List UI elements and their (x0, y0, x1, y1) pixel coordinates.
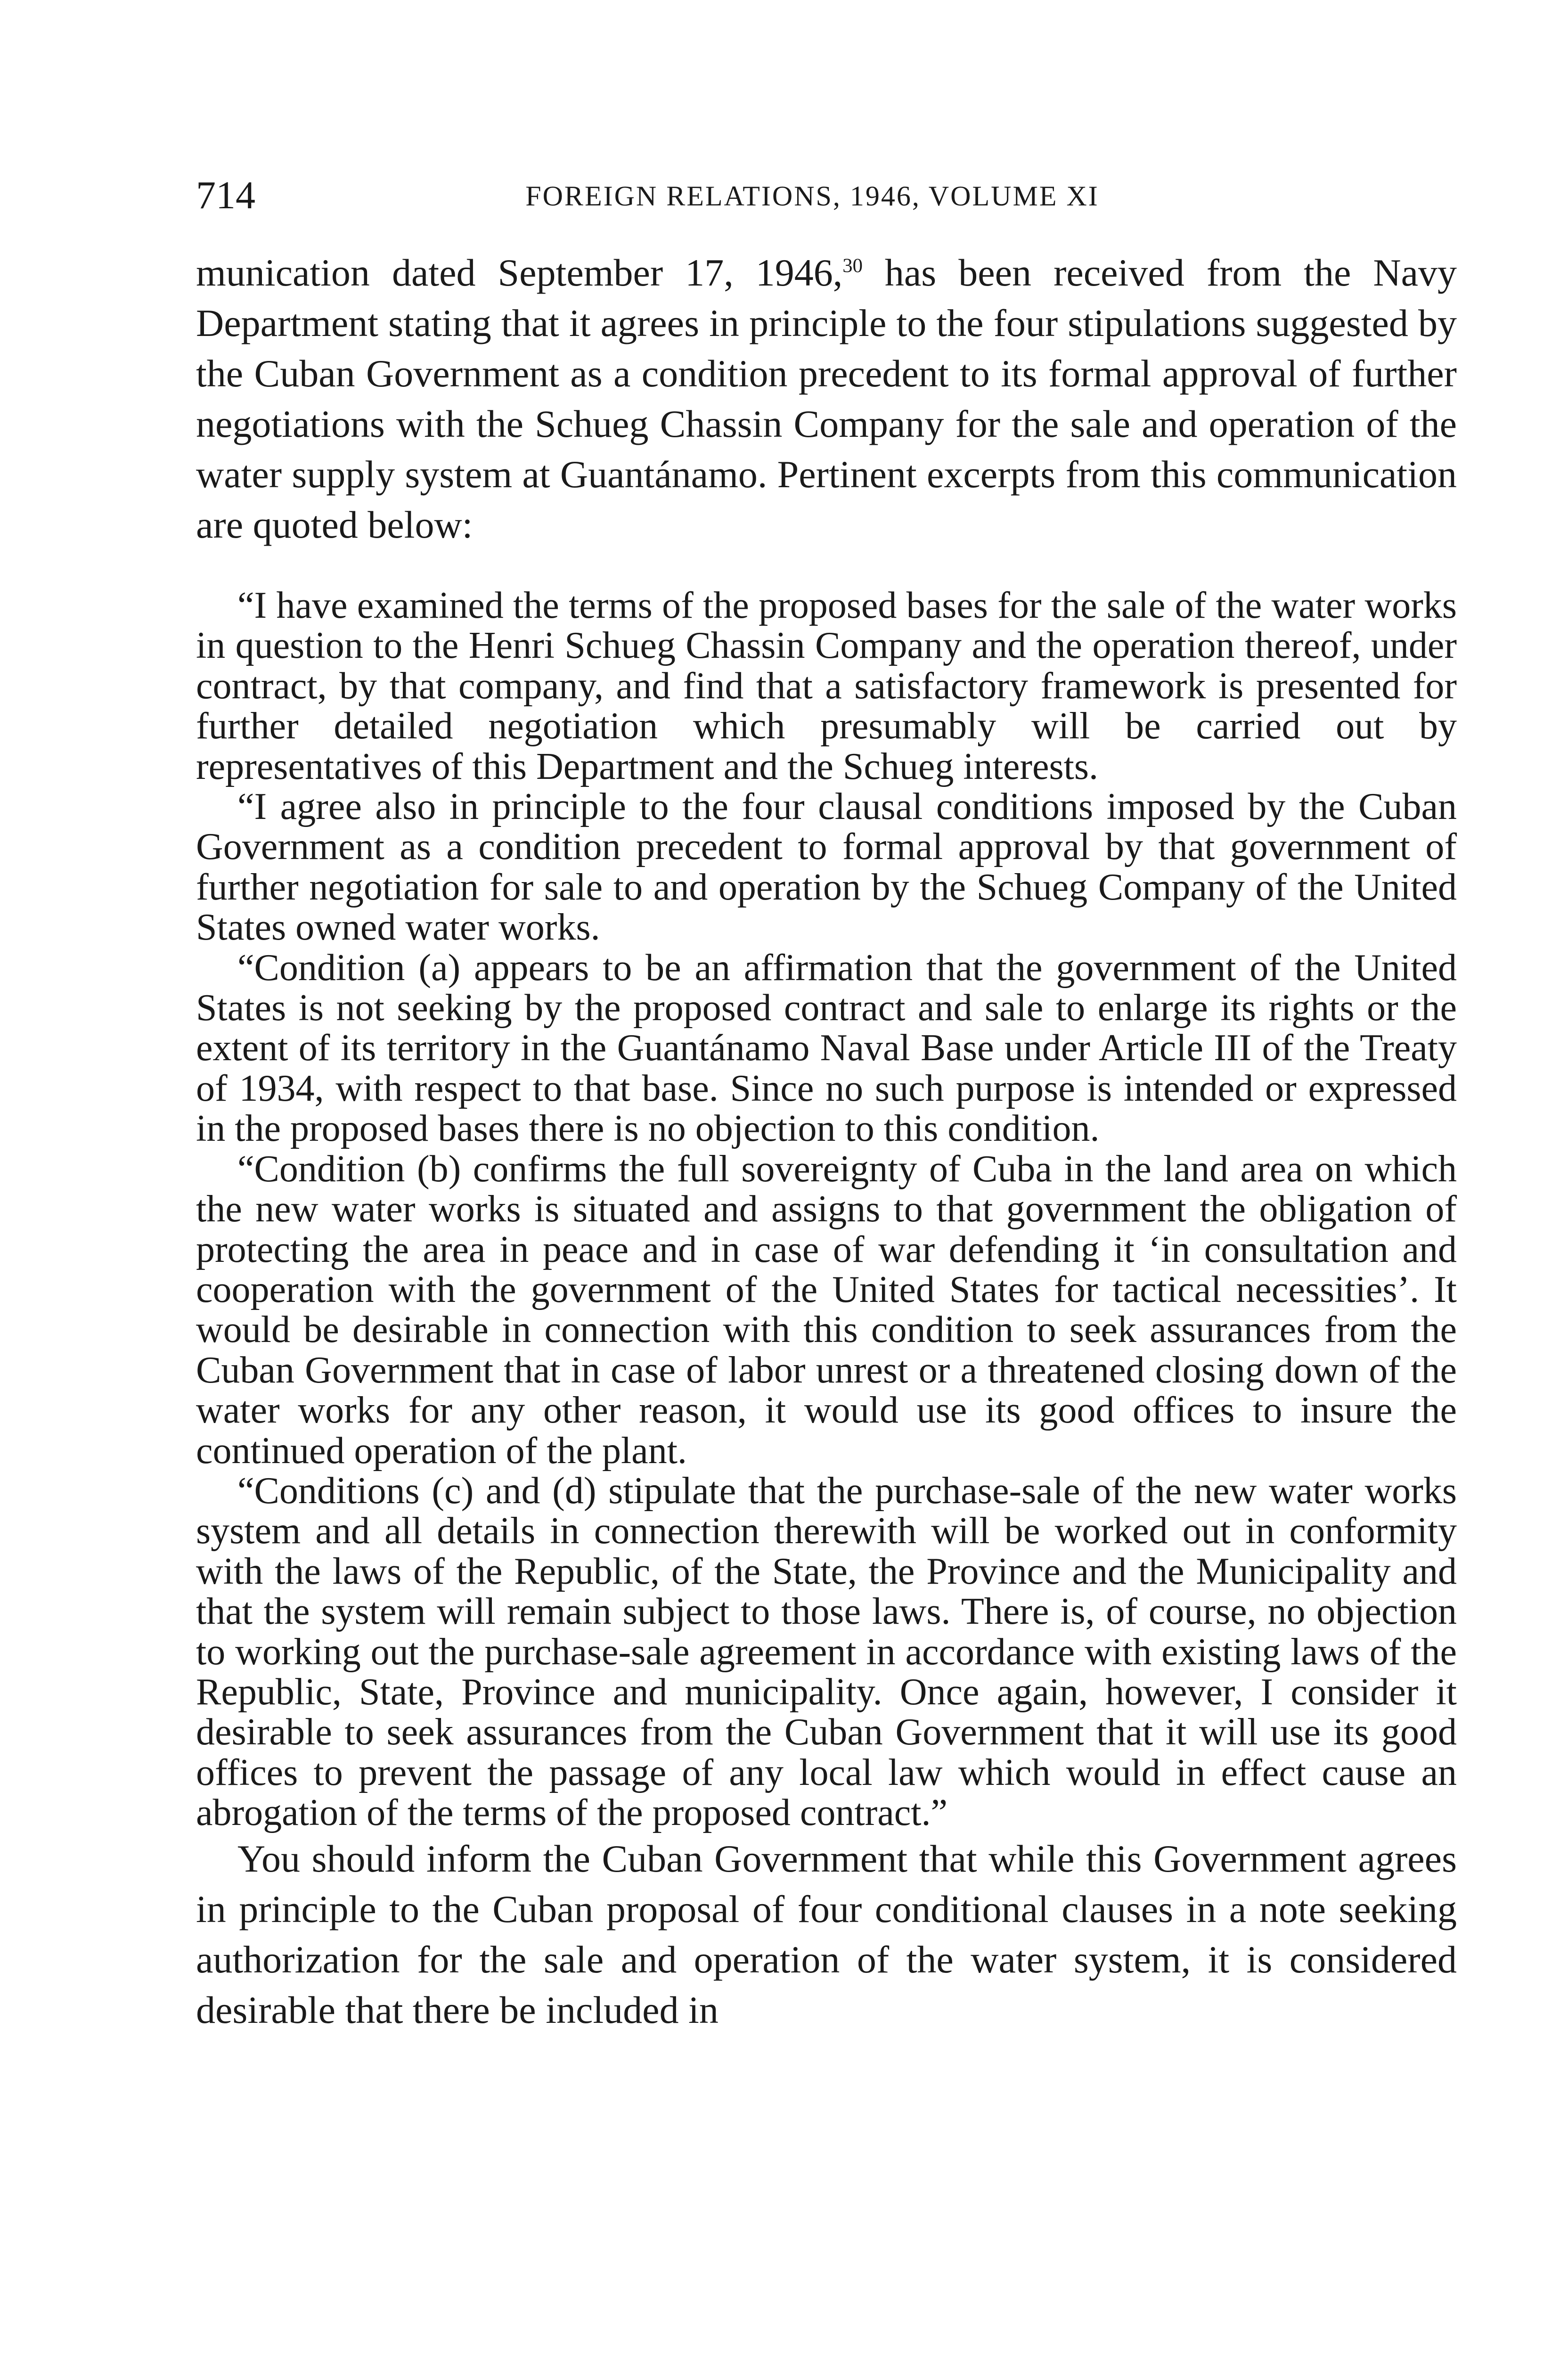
intro-text-after-note: has been received from the Navy Department stating that it agrees in principle to the four stipulations suggested by the Cuban Government as a condition precedent to its formal approval of further negotiations with the Schueg Chassin Company for the sale and operation of the water supply system at Guantánamo. Pertinent excerpts from this communication are quoted below: (196, 251, 1457, 546)
intro-paragraph (196, 247, 1457, 550)
page-header (196, 170, 1457, 221)
intro-text-before-note: munication dated September 17, 1946, (196, 251, 843, 294)
quote-paragraph-5: “Conditions (c) and (d) stipulate that the purchase-sale of the new water works system and all details in connection therewith will be worked out in conformity with the laws of the Republic, of the State, the Province and the Municipality and that the system will remain subject to those laws. There is, of course, no objection to working out the purchase-sale agreement in accordance with existing laws of the Republic, State, Province and municipality. Once again, however, I consider it desirable to seek assurances from the Cuban Government that it will use its good offices to prevent the passage of any local law which would in effect cause an abrogation of the terms of the proposed contract.” (196, 1470, 1457, 1834)
footnote-reference: 30 (842, 254, 863, 277)
running-head: FOREIGN RELATIONS, 1946, VOLUME XI (525, 180, 1099, 212)
page-body (196, 247, 1457, 2035)
quote-paragraph-1: “I have examined the terms of the proposed bases for the sale of the water works in question to the Henri Schueg Chassin Company and the operation thereof, under contract, by that company, and find that a satisfactory framework is presented for further detailed negotiation which presumably will be carried out by representatives of this Department and the Schueg interests. (196, 585, 1457, 787)
closing-paragraph: You should inform the Cuban Government that while this Government agrees in principle to the Cuban proposal of four conditional clauses in a note seeking authorization for the sale and operation of the water system, it is considered desirable that there be included in (196, 1837, 1457, 2031)
quote-paragraph-3: “Condition (a) appears to be an affirmation that the government of the United States is not seeking by the proposed contract and sale to enlarge its rights or the extent of its territory in the Guantánamo Naval Base under Article III of the Treaty of 1934, with respect to that base. Since no such purpose is intended or expressed in the proposed bases there is no objection to this condition. (196, 947, 1457, 1150)
quote-paragraph-4: “Condition (b) confirms the full sovereignty of Cuba in the land area on which the new water works is situated and assigns to that government the obligation of protecting the area in peace and in case of war defending it ‘in consultation and cooperation with the government of the United States for tactical necessities’. It would be desirable in connection with this condition to seek assurances from the Cuban Government that in case of labor unrest or a threatened closing down of the water works for any other reason, it would use its good offices to insure the continued operation of the plant. (196, 1148, 1457, 1472)
quote-paragraph-2: “I agree also in principle to the four clausal conditions imposed by the Cuban Government as a condition precedent to formal approval by that government of further negotiation for sale to and operation by the Schueg Company of the United States owned water works. (196, 786, 1457, 949)
page-number: 714 (196, 173, 255, 217)
quoted-excerpt (196, 586, 1457, 1833)
